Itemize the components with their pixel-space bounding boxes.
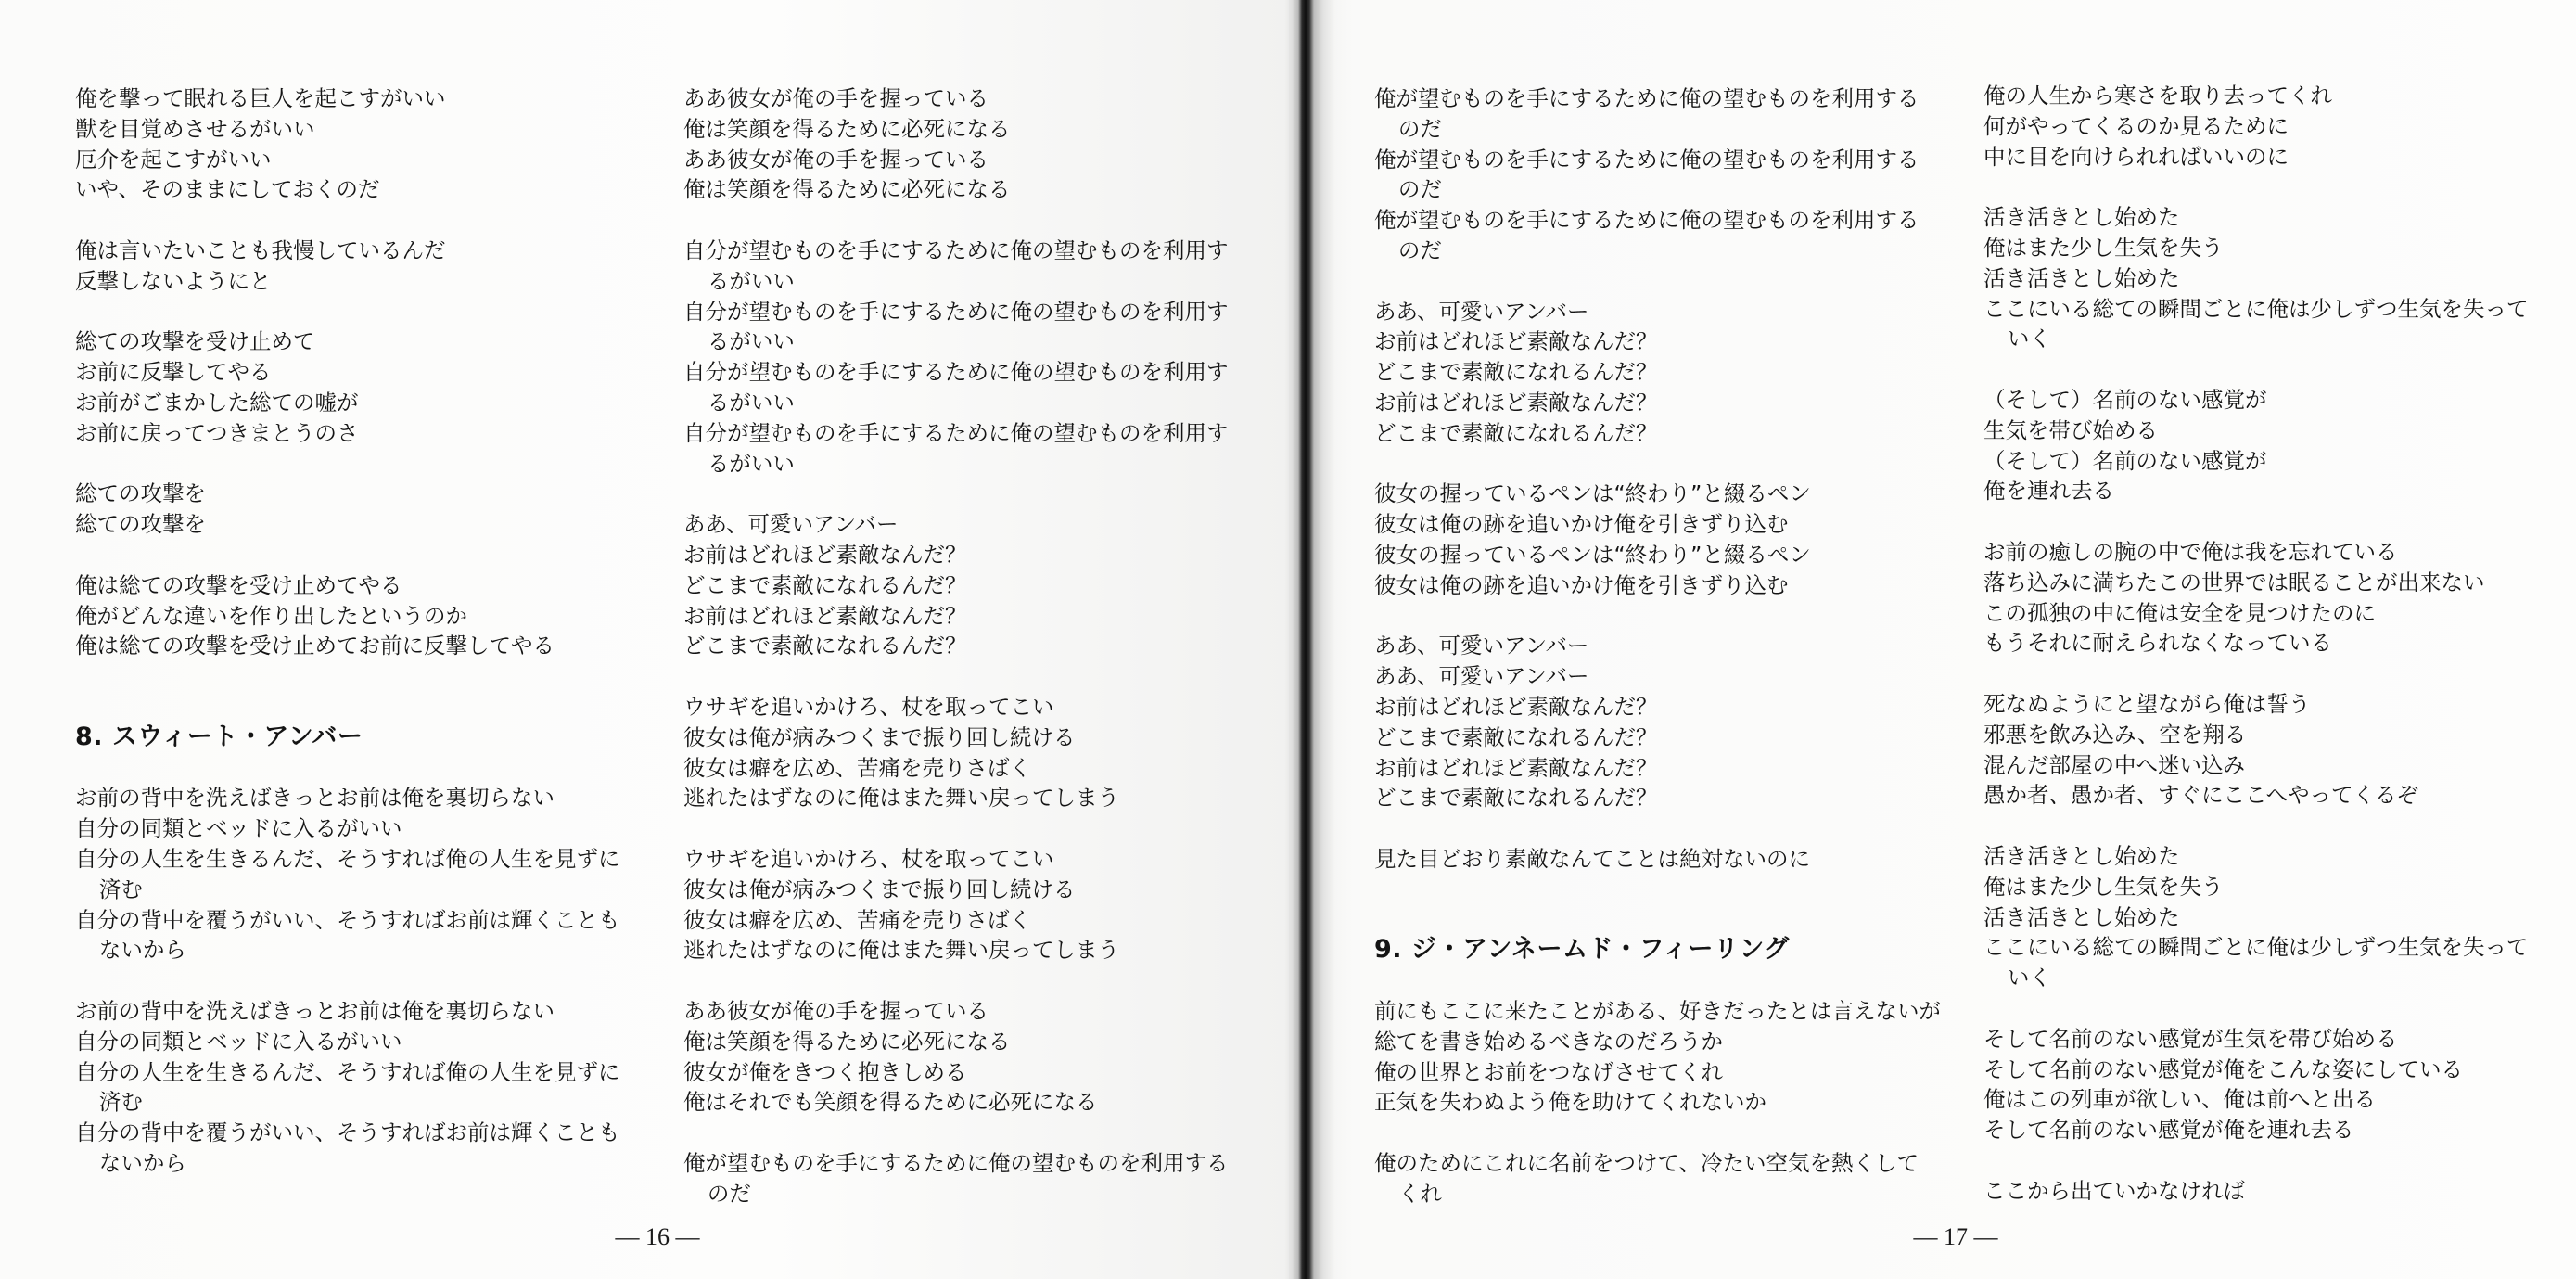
lyric-line: 邪悪を飲み込み、空を翔る: [1983, 721, 2247, 748]
lyric-line: 何がやってくるのか見るために: [1983, 112, 2289, 139]
lyric-line: 落ち込みに満ちたこの世界では眠ることが出来ない: [1983, 569, 2485, 595]
lyric-line: ああ彼女が俺の手を握っている: [683, 997, 988, 1024]
lyric-line: 混んだ部屋の中へ迷い込み: [1983, 751, 2245, 778]
lyric-line: 俺は総ての攻撃を受け止めてお前に反撃してやる: [75, 633, 555, 659]
stanza: [1374, 1148, 1968, 1209]
lyric-line: 俺の人生から寒さを取り去ってくれ: [1983, 83, 2332, 109]
lyric-line: 見た目どおり素敵なんてことは絶対ないのに: [1374, 845, 1810, 872]
lyric-line: 俺は笑顔を得るために必死になる: [683, 115, 1011, 142]
lyric-line: ああ、可愛いアンバー: [1374, 633, 1589, 659]
lyric-line: どこまで素敵になれるんだ？: [1374, 785, 1658, 812]
lyric-line: 俺が望むものを手にするために俺の望むものを利用する: [683, 1149, 1229, 1176]
stanza: [1983, 385, 2563, 506]
lyric-line: 自分が望むものを手にするために俺の望むものを利用す: [683, 237, 1229, 263]
stanza: [683, 236, 1277, 479]
lyric-line-continuation: いく: [2007, 965, 2051, 991]
lyric-line: お前の背中を洗えばきっとお前は俺を裏切らない: [75, 997, 555, 1024]
lyric-line: ああ、可愛いアンバー: [1374, 298, 1589, 325]
lyric-line: 彼女の握っているペンは“終わり”と綴るペン: [1374, 541, 1811, 568]
lyric-line: 俺はまた少し生気を失う: [1983, 234, 2224, 261]
lyric-line: そして名前のない感覚が俺を連れ去る: [1983, 1117, 2354, 1144]
lyric-line: もうそれに耐えられなくなっている: [1983, 630, 2332, 657]
lyric-line: どこまで素敵になれるんだ？: [683, 633, 967, 659]
lyric-line: 俺はそれでも笑顔を得るために必死になる: [683, 1089, 1098, 1116]
lyric-line-continuation: のだ: [1397, 115, 1442, 142]
stanza: [1374, 479, 1968, 600]
lyric-line: （そして）名前のない感覚が: [1983, 386, 2267, 413]
lyric-line: ああ、可愛いアンバー: [1374, 663, 1589, 690]
stanza: [75, 570, 659, 661]
lyric-line: お前はどれほど素敵なんだ？: [683, 602, 967, 629]
binding-fold: [1284, 0, 1335, 1279]
lyric-line: 俺は笑顔を得るために必死になる: [683, 1028, 1011, 1055]
lyric-line: 俺は言いたいことも我慢しているんだ: [75, 237, 446, 263]
lyric-line: お前に反撃してやる: [75, 359, 272, 386]
page-number: — 16 —: [615, 1223, 700, 1250]
lyric-line: 活き活きとし始めた: [1983, 204, 2180, 231]
lyric-line: 俺の世界とお前をつなげさせてくれ: [1374, 1058, 1723, 1085]
stanza: [1374, 631, 1968, 813]
lyric-line: ああ彼女が俺の手を握っている: [683, 146, 988, 173]
stanza: [1983, 81, 2563, 172]
lyric-line-continuation: のだ: [1397, 176, 1442, 203]
text-column-left: [1374, 83, 1968, 1209]
lyric-line: 活き活きとし始めた: [1983, 264, 2180, 291]
lyric-line: 俺が望むものを手にするために俺の望むものを利用する: [1374, 85, 1919, 111]
lyric-line: お前の背中を洗えばきっとお前は俺を裏切らない: [75, 785, 555, 812]
lyric-line: 自分が望むものを手にするために俺の望むものを利用す: [683, 298, 1229, 325]
song-title: 8. スウィート・アンバー: [75, 722, 363, 751]
lyric-line: そして名前のない感覚が生気を帯び始める: [1983, 1025, 2398, 1052]
stanza: [683, 1148, 1277, 1209]
lyric-line: 俺が望むものを手にするために俺の望むものを利用する: [1374, 146, 1919, 173]
lyric-line: お前はどれほど素敵なんだ？: [683, 541, 967, 568]
lyric-line-continuation: のだ: [707, 1180, 751, 1207]
lyric-line: 自分の人生を生きるんだ、そうすれば俺の人生を見ずに: [75, 845, 620, 872]
lyric-line: 総てを書き始めるべきなのだろうか: [1374, 1028, 1723, 1055]
lyric-line: 逃れたはずなのに俺はまた舞い戻ってしまう: [683, 785, 1119, 812]
lyric-line: どこまで素敵になれるんだ？: [1374, 419, 1658, 446]
lyric-line: お前はどれほど素敵なんだ？: [1374, 328, 1658, 355]
lyric-line-continuation: るがいい: [707, 267, 795, 294]
stanza: [683, 844, 1277, 966]
lyric-line: お前はどれほど素敵なんだ？: [1374, 693, 1658, 720]
lyric-line: 俺が望むものを手にするために俺の望むものを利用する: [1374, 207, 1919, 234]
page-number: — 17 —: [1913, 1223, 1998, 1250]
lyric-line: 中に目を向けられればいいのに: [1983, 143, 2289, 170]
stanza: [1983, 202, 2563, 354]
stanza: [683, 996, 1277, 1118]
lyric-line-continuation: ないから: [98, 1149, 186, 1176]
lyric-line: 彼女の握っているペンは“終わり”と綴るペン: [1374, 480, 1811, 507]
lyric-line: 彼女は俺の跡を追いかけ俺を引きずり込む: [1374, 571, 1789, 598]
lyric-line: お前はどれほど素敵なんだ？: [1374, 389, 1658, 416]
lyric-line: 自分の同類とベッドに入るがいい: [75, 1028, 402, 1055]
stanza: [1983, 689, 2563, 811]
stanza: [75, 479, 659, 540]
lyric-line: 逃れたはずなのに俺はまた舞い戻ってしまう: [683, 937, 1119, 964]
lyric-line: ここにいる総ての瞬間ごとに俺は少しずつ生気を失って: [1983, 295, 2529, 322]
lyric-line: 俺のためにこれに名前をつけて、冷たい空気を熱くして: [1374, 1149, 1919, 1176]
lyric-line: 俺はまた少し生気を失う: [1983, 873, 2224, 900]
lyric-line: ここから出ていかなければ: [1983, 1177, 2245, 1204]
lyric-line: 総ての攻撃を: [75, 480, 206, 507]
lyric-line-continuation: くれ: [1397, 1180, 1442, 1207]
stanza: [75, 996, 659, 1179]
lyric-line: どこまで素敵になれるんだ？: [1374, 359, 1658, 386]
lyric-line: 俺は笑顔を得るために必死になる: [683, 176, 1011, 203]
stanza: [1983, 537, 2563, 659]
lyric-line: 自分の人生を生きるんだ、そうすれば俺の人生を見ずに: [75, 1058, 620, 1085]
lyric-line: どこまで素敵になれるんだ？: [1374, 723, 1658, 750]
lyric-line: 俺は総ての攻撃を受け止めてやる: [75, 571, 402, 598]
lyric-line-continuation: ないから: [98, 937, 186, 964]
stanza: [1374, 996, 1968, 1118]
lyric-line: この孤独の中に俺は安全を見つけたのに: [1983, 599, 2376, 626]
lyric-line: 獣を目覚めさせるがいい: [75, 115, 315, 142]
lyric-line: そして名前のない感覚が俺をこんな姿にしている: [1983, 1055, 2463, 1082]
lyric-line: ああ、可愛いアンバー: [683, 511, 899, 538]
page-17: [1289, 0, 2576, 1279]
lyric-line-continuation: るがいい: [707, 389, 795, 416]
stanza: [75, 783, 659, 966]
lyric-line: 愚か者、愚か者、すぐにここへやってくるぞ: [1983, 782, 2419, 809]
lyric-line: お前がごまかした総ての嘘が: [75, 389, 359, 416]
stanza: [683, 692, 1277, 813]
lyric-line: 自分が望むものを手にするために俺の望むものを利用す: [683, 419, 1229, 446]
lyric-line: 死なぬようにと望ながら俺は誓う: [1983, 690, 2311, 717]
lyric-line-continuation: のだ: [1397, 237, 1442, 263]
stanza: [75, 326, 659, 448]
lyric-line: 俺を撃って眠れる巨人を起こすがいい: [75, 85, 446, 111]
stanza: [75, 236, 659, 297]
stanza: [1983, 841, 2563, 993]
lyric-line: 総ての攻撃を: [75, 511, 206, 538]
lyric-line: 俺がどんな違いを作り出したというのか: [75, 602, 467, 629]
text-column-right: [1983, 81, 2563, 1206]
lyric-line: 活き活きとし始めた: [1983, 903, 2180, 930]
lyric-line: 厄介を起こすがいい: [75, 146, 272, 173]
text-column-left: [75, 83, 659, 1179]
stanza: [1374, 297, 1968, 449]
lyric-line-continuation: 済む: [98, 1089, 143, 1116]
lyric-line: どこまで素敵になれるんだ？: [683, 571, 967, 598]
stanza: [75, 83, 659, 205]
lyric-line: お前の癒しの腕の中で俺は我を忘れている: [1983, 538, 2398, 565]
lyric-line-continuation: いく: [2007, 326, 2051, 352]
lyric-line: 自分の同類とベッドに入るがいい: [75, 815, 402, 842]
song-title: 9. ジ・アンネームド・フィーリング: [1374, 935, 1790, 965]
lyric-line: 反撃しないようにと: [75, 267, 272, 294]
lyric-line: 生気を帯び始める: [1983, 416, 2158, 443]
lyric-line: 活き活きとし始めた: [1983, 842, 2180, 869]
lyric-line: 自分の背中を覆うがいい、そうすればお前は輝くことも: [75, 906, 620, 933]
lyric-line: 彼女は癖を広め、苦痛を売りさばく: [683, 754, 1032, 781]
stanza: [1374, 83, 1968, 266]
lyric-line: 彼女が俺をきつく抱きしめる: [683, 1058, 967, 1085]
lyric-line: ウサギを追いかけろ、杖を取ってこい: [683, 845, 1054, 872]
lyric-line: 正気を失わぬよう俺を助けてくれないか: [1374, 1089, 1766, 1116]
lyric-line-continuation: るがいい: [707, 450, 795, 477]
lyric-line: お前はどれほど素敵なんだ？: [1374, 754, 1658, 781]
stanza: [1983, 1176, 2563, 1207]
lyric-line: ウサギを追いかけろ、杖を取ってこい: [683, 693, 1054, 720]
lyric-line: ここにいる総ての瞬間ごとに俺は少しずつ生気を失って: [1983, 934, 2529, 961]
text-column-right: [683, 83, 1277, 1209]
stanza: [1983, 1024, 2563, 1145]
stanza: [683, 83, 1277, 205]
lyric-line: 自分が望むものを手にするために俺の望むものを利用す: [683, 359, 1229, 386]
lyric-line: 彼女は俺が病みつくまで振り回し続ける: [683, 876, 1076, 902]
lyric-line: 自分の背中を覆うがいい、そうすればお前は輝くことも: [75, 1119, 620, 1146]
lyric-line: ああ彼女が俺の手を握っている: [683, 85, 988, 111]
lyric-line: 彼女は俺が病みつくまで振り回し続ける: [683, 723, 1076, 750]
lyric-line-continuation: るがいい: [707, 328, 795, 355]
lyric-line: （そして）名前のない感覚が: [1983, 447, 2267, 474]
lyric-line: お前に戻ってつきまとうのさ: [75, 419, 359, 446]
lyric-line: 総ての攻撃を受け止めて: [75, 328, 315, 355]
lyric-line-continuation: 済む: [98, 876, 143, 902]
lyric-line: 彼女は俺の跡を追いかけ俺を引きずり込む: [1374, 511, 1789, 538]
lyric-line: 俺はこの列車が欲しい、俺は前へと出る: [1983, 1086, 2376, 1113]
lyric-line: 俺を連れ去る: [1983, 478, 2114, 505]
stanza: [683, 509, 1277, 661]
stanza: [1374, 844, 1968, 875]
lyric-line: 彼女は癖を広め、苦痛を売りさばく: [683, 906, 1032, 933]
lyric-line: いや、そのままにしておくのだ: [75, 176, 380, 203]
lyric-line: 前にもここに来たことがある、好きだったとは言えないが: [1374, 997, 1941, 1024]
